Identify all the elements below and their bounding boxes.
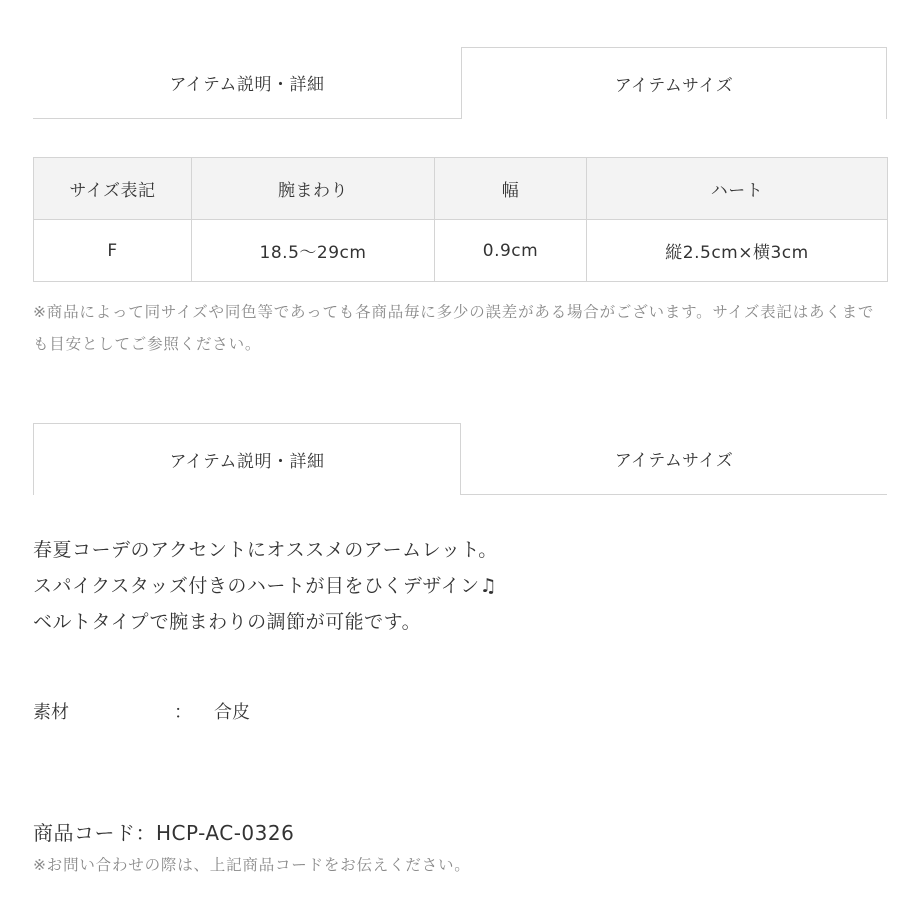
tab-label: アイテム説明・詳細 [169, 75, 325, 95]
size-table-header-cell: 腕まわり [192, 158, 435, 220]
tab-item-description[interactable] [33, 423, 461, 495]
product-code: 商品コード：HCP-AC-0326 [33, 821, 295, 845]
product-code-note: ※お問い合わせの際は、上記商品コードをお伝えください。 [33, 856, 471, 874]
material-label: 素材 [33, 702, 69, 723]
size-table-cell: 18.5～29cm [192, 220, 435, 282]
description-line: 春夏コーデのアクセントにオススメのアームレット。 [33, 539, 498, 561]
tab-bar-bottom [33, 423, 887, 495]
size-disclaimer-note: ※商品によって同サイズや同色等であっても各商品毎に多少の誤差がある場合がございます。サイズ表記はあくまでも目安としてご参照ください。 [33, 303, 875, 353]
description-line: ベルトタイプで腕まわりの調節が可能です。 [33, 611, 422, 633]
item-description [33, 532, 887, 640]
size-table-header-cell: サイズ表記 [34, 158, 192, 220]
size-table-header-row [34, 158, 888, 220]
size-table-header-cell: ハート [587, 158, 888, 220]
material-value: 合皮 [214, 702, 250, 723]
material-separator: ： [174, 702, 192, 723]
tab-label: アイテムサイズ [614, 451, 734, 471]
tab-item-size[interactable] [461, 47, 887, 119]
tab-bar-top [33, 47, 887, 119]
table-row [34, 220, 888, 282]
tab-item-size[interactable] [461, 423, 887, 495]
tab-item-description[interactable] [33, 47, 461, 119]
size-table-cell: 0.9cm [435, 220, 587, 282]
size-table-header-cell: 幅 [435, 158, 587, 220]
tab-label: アイテム説明・詳細 [169, 452, 325, 472]
size-table-cell: F [34, 220, 192, 282]
size-table [33, 157, 888, 282]
tab-label: アイテムサイズ [614, 76, 734, 96]
description-line: スパイクスタッズ付きのハートが目をひくデザイン♫ [33, 575, 498, 597]
size-table-cell: 縦2.5cm×横3cm [587, 220, 888, 282]
